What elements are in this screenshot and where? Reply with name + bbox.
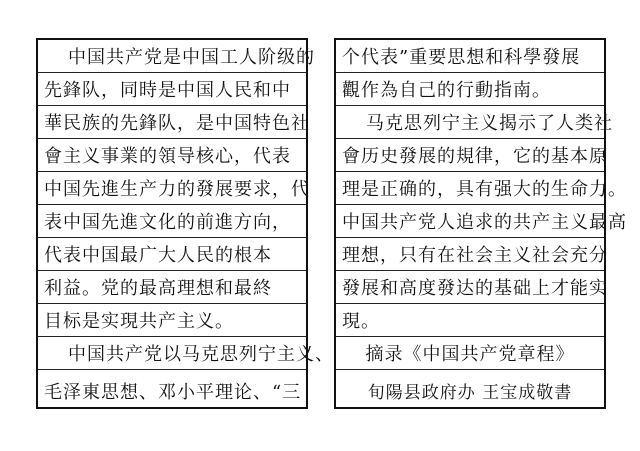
signature: 旬陽县政府办 王宝成敬書 [367, 383, 573, 403]
left-line-10 [38, 337, 334, 370]
right-page [334, 38, 627, 409]
text-line: 會历史發展的規律，它的基本原 [342, 146, 608, 167]
left-line-9 [38, 304, 306, 337]
left-line-11 [38, 370, 306, 407]
text-line: 中国共产党人追求的共产主义最高 [342, 212, 627, 233]
text-line: 中国先進生产力的發展要求，代 [44, 179, 310, 200]
left-line-4 [38, 139, 306, 172]
text-line: 觀作為自己的行動指南。 [342, 80, 551, 101]
left-line-7 [38, 238, 306, 271]
right-line-2 [336, 73, 604, 106]
text-line: 中国共产党以马克思列宁主义、 [68, 344, 334, 365]
text-line: 華民族的先鋒队，是中国特色社 [44, 113, 310, 134]
right-line-9 [336, 304, 604, 337]
text-line: 發展和高度發达的基础上才能实 [342, 278, 608, 299]
text-line: 中国共产党是中国工人阶级的 [68, 47, 315, 68]
right-line-8 [336, 271, 608, 304]
text-line: 毛泽東思想、邓小平理论、“三 [44, 382, 302, 403]
right-line-10 [336, 337, 604, 370]
text-line: 先鋒队，同時是中国人民和中 [44, 80, 291, 101]
source-citation: 摘录《中国共产党章程》 [365, 344, 575, 365]
right-line-5 [336, 172, 627, 205]
text-line: 理想，只有在社会主义社会充分 [342, 245, 608, 266]
text-line: 利益。党的最高理想和最終 [44, 278, 272, 299]
left-line-8 [38, 271, 306, 304]
text-line: 表中国先進文化的前進方向， [44, 212, 291, 233]
text-line: 現。 [342, 311, 380, 332]
text-line: 代表中国最广大人民的根本 [44, 245, 272, 266]
right-line-11 [336, 370, 604, 407]
left-line-1 [38, 40, 315, 73]
text-line: 个代表”重要思想和科學發展 [342, 47, 581, 68]
right-line-3 [336, 106, 613, 139]
right-line-4 [336, 139, 608, 172]
text-line: 目标是实現共产主义。 [44, 311, 234, 332]
left-page [36, 38, 334, 409]
left-line-2 [38, 73, 306, 106]
text-line: 理是正确的，具有强大的生命力。 [342, 179, 627, 200]
left-line-6 [38, 205, 306, 238]
left-line-3 [38, 106, 310, 139]
text-line: 马克思列宁主义揭示了人类社 [366, 113, 613, 134]
right-line-7 [336, 238, 608, 271]
left-line-5 [38, 172, 310, 205]
text-line: 會主义事業的領导核心，代表 [44, 146, 291, 167]
right-line-6 [336, 205, 627, 238]
right-line-1 [336, 40, 604, 73]
